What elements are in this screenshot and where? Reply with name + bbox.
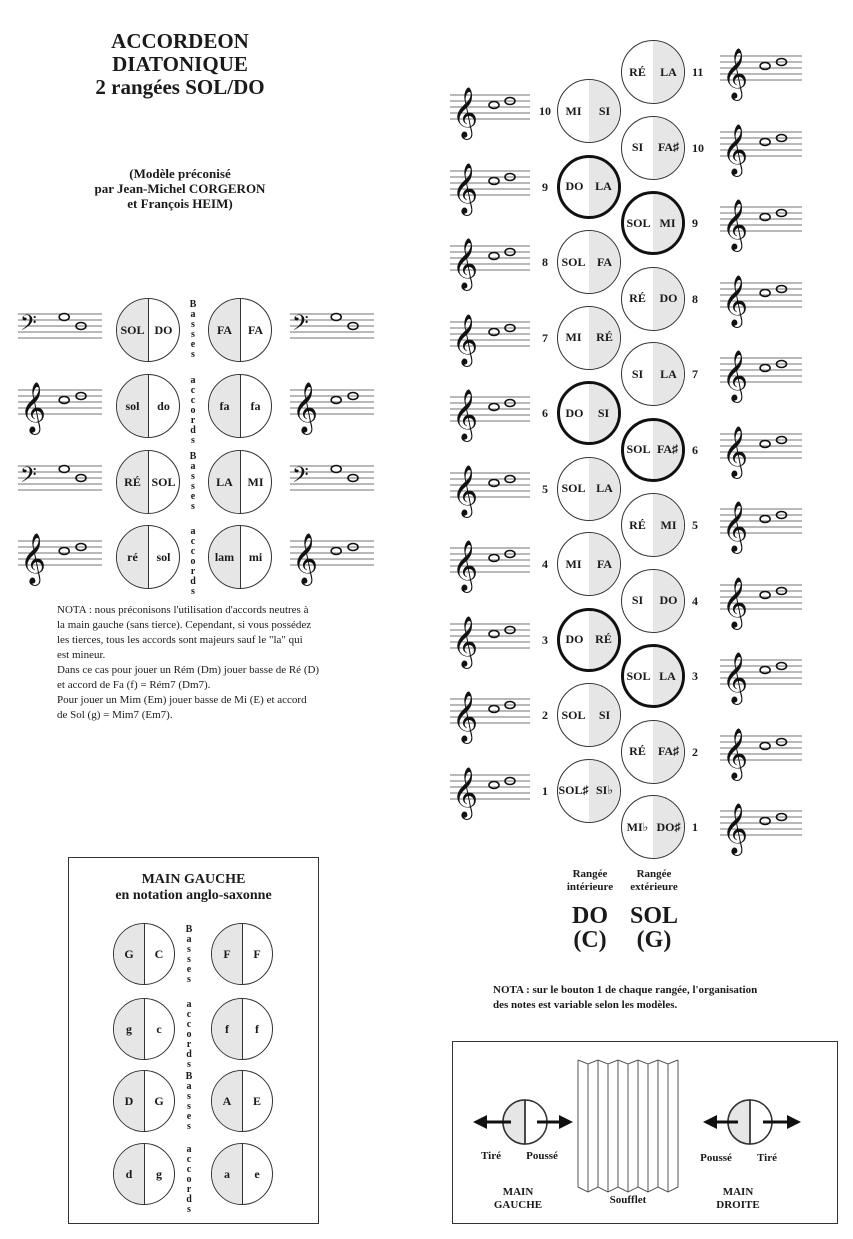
inner-staff-6 bbox=[450, 383, 530, 443]
bellows-icon bbox=[578, 1060, 678, 1192]
svg-text:𝄞: 𝄞 bbox=[722, 576, 749, 628]
inner-button-3-right-note: RÉ bbox=[589, 611, 618, 669]
svg-text:𝄞: 𝄞 bbox=[722, 727, 749, 779]
tire-right-label: Tiré bbox=[757, 1152, 777, 1164]
outer-row-number-7: 7 bbox=[692, 367, 698, 381]
left-row-2-button-b-left-note: fa bbox=[209, 375, 241, 437]
inner-button-8-right-note: FA bbox=[589, 231, 620, 293]
inner-button-3 bbox=[557, 608, 621, 672]
inner-staff-3 bbox=[450, 610, 530, 670]
outer-button-6-left-note: SOL bbox=[624, 421, 656, 479]
inner-button-5-left-note: SOL bbox=[558, 458, 590, 520]
outer-button-8-right-note: DO bbox=[653, 268, 684, 330]
mg-row-2-button-a bbox=[113, 998, 175, 1060]
mg-row-3-button-b-left-note: A bbox=[212, 1071, 243, 1131]
inner-staff-1 bbox=[450, 761, 530, 821]
svg-text:𝄞: 𝄞 bbox=[452, 540, 479, 591]
mg-row-4-button-a bbox=[113, 1143, 175, 1205]
inner-staff-10 bbox=[450, 81, 530, 141]
subtitle: (Modèle préconisé par Jean-Michel CORGERON et François HEIM) bbox=[94, 166, 266, 211]
inner-button-9-left-note: DO bbox=[560, 158, 592, 216]
inner-button-2-right-note: SI bbox=[589, 684, 620, 746]
mg-row-1-button-a bbox=[113, 923, 175, 985]
left-row-1-button-b-right-note: FA bbox=[247, 322, 264, 337]
inner-button-5 bbox=[557, 457, 621, 521]
staff-left-3 bbox=[18, 452, 102, 512]
svg-text:𝄞: 𝄞 bbox=[452, 766, 479, 818]
svg-text:𝄢: 𝄢 bbox=[20, 463, 37, 493]
outer-button-4-right-note: DO bbox=[653, 570, 684, 632]
svg-text:𝄞: 𝄞 bbox=[722, 501, 749, 552]
mg-row-3-button-b bbox=[211, 1070, 273, 1132]
soufflet-label: Soufflet bbox=[609, 1194, 647, 1206]
pousse-right-label: Poussé bbox=[700, 1152, 732, 1164]
svg-text:𝄞: 𝄞 bbox=[722, 350, 749, 401]
inner-button-10 bbox=[557, 79, 621, 143]
staff-right-2 bbox=[290, 376, 374, 436]
mg-row-1-button-b-left-note: F bbox=[212, 924, 243, 984]
mg-row-3-button-a-right-note: G bbox=[154, 1093, 164, 1108]
outer-button-7-right-note: LA bbox=[653, 343, 684, 405]
outer-button-2 bbox=[621, 720, 685, 784]
outer-button-3-left-note: SOL bbox=[624, 647, 656, 705]
mg-row-1-button-a-left-note: G bbox=[114, 924, 145, 984]
mg-row-3-button-a bbox=[113, 1070, 175, 1132]
inner-button-10-right-note: SI bbox=[589, 80, 620, 142]
outer-button-6 bbox=[621, 418, 685, 482]
inner-row-number-3: 3 bbox=[542, 632, 548, 647]
outer-button-7-left-note: SI bbox=[622, 343, 654, 405]
outer-button-5-right-note: MI bbox=[653, 494, 684, 556]
inner-button-6-left-note: DO bbox=[560, 384, 592, 442]
outer-staff-5 bbox=[720, 495, 802, 555]
inner-button-4-left-note: MI bbox=[558, 533, 590, 595]
inner-button-6 bbox=[557, 381, 621, 445]
inner-row-number-9: 9 bbox=[542, 179, 548, 194]
inner-button-8-left-note: SOL bbox=[558, 231, 590, 293]
svg-text:𝄞: 𝄞 bbox=[452, 87, 479, 138]
nota-left: NOTA : nous préconisons l'utilisation d'accords neutres à la main gauche (sans tierce). Cependant, si vous possédez les tierces, tous les accords sont majeurs sauf le "la" qui est mineur. Dans ce cas pour jouer un Rém (Dm) jouer basse de Ré (D) et accord de Fa (f) = Rém7 (Dm7). Pour jouer un Mim (Em) jouer basse de Mi (E) et accord de Sol (g) = Mim7 (Em7). bbox=[57, 604, 320, 721]
inner-row-number-8: 8 bbox=[542, 255, 548, 269]
outer-button-6-right-note: FA♯ bbox=[653, 421, 682, 479]
outer-button-3-right-note: LA bbox=[653, 647, 682, 705]
outer-staff-1 bbox=[720, 797, 802, 857]
svg-text:𝄞: 𝄞 bbox=[452, 162, 479, 214]
inner-button-8 bbox=[557, 230, 621, 294]
inner-staff-2 bbox=[450, 685, 530, 745]
staff-left-4 bbox=[18, 527, 102, 587]
outer-row-number-9: 9 bbox=[692, 216, 698, 230]
inner-row-number-6: 6 bbox=[542, 406, 548, 420]
mg-row-2-button-a-left-note: g bbox=[114, 999, 145, 1059]
inner-button-7-left-note: MI bbox=[558, 307, 590, 369]
outer-staff-4 bbox=[720, 571, 802, 631]
vertical-label-4: a c c o r d s bbox=[190, 526, 196, 597]
outer-row-number-2: 2 bbox=[692, 744, 698, 759]
outer-button-5 bbox=[621, 493, 685, 557]
outer-button-4 bbox=[621, 569, 685, 633]
outer-button-10-left-note: SI bbox=[622, 117, 654, 179]
mg-vertical-label-3: B a s s e s bbox=[185, 1071, 193, 1132]
inner-row-number-2: 2 bbox=[542, 708, 548, 722]
left-row-2-button-b-right-note: fa bbox=[250, 398, 261, 413]
inner-staff-7 bbox=[450, 308, 530, 368]
outer-button-7 bbox=[621, 342, 685, 406]
rangee-interieure: Rangée intérieure bbox=[566, 868, 614, 893]
svg-text:𝄞: 𝄞 bbox=[292, 382, 319, 433]
left-row-3-button-a bbox=[116, 450, 180, 514]
mg-vertical-label-1: B a s s e s bbox=[185, 924, 193, 985]
mg-row-4-button-a-right-note: g bbox=[156, 1166, 162, 1181]
left-row-3-button-a-left-note: RÉ bbox=[117, 451, 149, 513]
mg-row-3-button-a-left-note: D bbox=[114, 1071, 145, 1131]
outer-button-1 bbox=[621, 795, 685, 859]
svg-text:𝄞: 𝄞 bbox=[452, 389, 479, 440]
left-row-2-button-a bbox=[116, 374, 180, 438]
vertical-label-1: B a s s e s bbox=[189, 299, 197, 360]
mg-row-4-button-b-left-note: a bbox=[212, 1144, 243, 1204]
outer-button-10-right-note: FA♯ bbox=[653, 117, 684, 179]
mg-row-3-button-b-right-note: E bbox=[252, 1093, 261, 1108]
left-row-2-button-a-right-note: do bbox=[157, 398, 170, 413]
inner-staff-8 bbox=[450, 232, 530, 292]
inner-button-2 bbox=[557, 683, 621, 747]
svg-text:𝄞: 𝄞 bbox=[20, 533, 47, 584]
outer-staff-11 bbox=[720, 42, 802, 102]
left-row-4-button-b-left-note: lam bbox=[209, 526, 241, 588]
svg-text:𝄞: 𝄞 bbox=[722, 425, 749, 477]
left-row-1-button-a-left-note: SOL bbox=[117, 299, 149, 361]
svg-text:𝄢: 𝄢 bbox=[292, 463, 309, 493]
mg-row-2-button-b-right-note: f bbox=[255, 1021, 259, 1036]
inner-button-1-left-note: SOL♯ bbox=[558, 760, 590, 822]
outer-row-number-3: 3 bbox=[692, 669, 698, 683]
inner-button-1 bbox=[557, 759, 621, 823]
mg-row-1-button-b-right-note: F bbox=[253, 946, 261, 961]
staff-right-1 bbox=[290, 300, 374, 360]
outer-button-11-right-note: LA bbox=[653, 41, 684, 103]
outer-button-10 bbox=[621, 116, 685, 180]
mg-row-1-button-a-right-note: C bbox=[154, 946, 164, 961]
left-row-1-button-b bbox=[208, 298, 272, 362]
left-row-4-button-a-left-note: ré bbox=[117, 526, 149, 588]
outer-button-4-left-note: SI bbox=[622, 570, 654, 632]
left-row-2-button-b bbox=[208, 374, 272, 438]
outer-button-8-left-note: RÉ bbox=[622, 268, 654, 330]
inner-row-number-7: 7 bbox=[542, 330, 548, 345]
left-row-3-button-b-right-note: MI bbox=[247, 474, 264, 489]
inner-button-9-right-note: LA bbox=[589, 158, 618, 216]
staff-right-4 bbox=[290, 527, 374, 587]
outer-staff-7 bbox=[720, 344, 802, 404]
svg-text:𝄞: 𝄞 bbox=[452, 313, 479, 365]
inner-staff-4 bbox=[450, 534, 530, 594]
inner-button-1-right-note: SI♭ bbox=[589, 760, 620, 822]
staff-left-1 bbox=[18, 300, 102, 360]
inner-button-3-left-note: DO bbox=[560, 611, 592, 669]
inner-button-2-left-note: SOL bbox=[558, 684, 590, 746]
outer-button-9 bbox=[621, 191, 685, 255]
outer-staff-10 bbox=[720, 118, 802, 178]
left-row-4-button-b-right-note: mi bbox=[248, 549, 263, 564]
left-row-1-button-a bbox=[116, 298, 180, 362]
outer-button-8 bbox=[621, 267, 685, 331]
svg-text:𝄞: 𝄞 bbox=[722, 652, 749, 703]
outer-staff-2 bbox=[720, 722, 802, 782]
svg-text:𝄞: 𝄞 bbox=[722, 803, 749, 854]
main-droite-label: MAIN DROITE bbox=[716, 1186, 760, 1211]
left-row-3-button-b bbox=[208, 450, 272, 514]
outer-button-1-right-note: DO♯ bbox=[653, 796, 684, 858]
svg-text:𝄞: 𝄞 bbox=[452, 615, 479, 667]
page-title: ACCORDEON DIATONIQUE 2 rangées SOL/DO bbox=[95, 29, 265, 99]
bellows-diagram-box bbox=[452, 1041, 838, 1224]
outer-row-number-4: 4 bbox=[692, 593, 698, 608]
left-row-4-button-a bbox=[116, 525, 180, 589]
outer-staff-3 bbox=[720, 646, 802, 706]
rangee-exterieure: Rangée extérieure bbox=[630, 868, 678, 893]
left-row-3-button-a-right-note: SOL bbox=[151, 474, 176, 489]
svg-text:𝄞: 𝄞 bbox=[722, 48, 749, 99]
inner-button-4-right-note: FA bbox=[589, 533, 620, 595]
outer-button-3 bbox=[621, 644, 685, 708]
outer-staff-6 bbox=[720, 420, 802, 480]
inner-button-10-left-note: MI bbox=[558, 80, 590, 142]
mg-vertical-label-2: a c c o r d s bbox=[186, 999, 192, 1070]
inner-button-6-right-note: SI bbox=[589, 384, 618, 442]
svg-text:𝄞: 𝄞 bbox=[292, 533, 319, 584]
staff-left-2 bbox=[18, 376, 102, 436]
outer-row-number-1: 1 bbox=[692, 820, 698, 834]
svg-text:𝄞: 𝄞 bbox=[20, 382, 47, 433]
outer-button-11-left-note: RÉ bbox=[622, 41, 654, 103]
inner-button-4 bbox=[557, 532, 621, 596]
tire-left-label: Tiré bbox=[481, 1150, 501, 1162]
left-row-1-button-b-left-note: FA bbox=[209, 299, 241, 361]
mg-row-2-button-a-right-note: c bbox=[156, 1021, 162, 1036]
outer-button-1-left-note: MI♭ bbox=[622, 796, 654, 858]
left-row-2-button-a-left-note: sol bbox=[117, 375, 149, 437]
inner-row-number-4: 4 bbox=[542, 557, 548, 571]
inner-row-number-5: 5 bbox=[542, 481, 548, 496]
outer-button-2-right-note: FA♯ bbox=[653, 721, 684, 783]
outer-staff-9 bbox=[720, 193, 802, 253]
main-gauche-box: MAIN GAUCHE en notation anglo-saxonne G C B a s s e s F F g c a c c o r d s f f D G B a s s e s A E d g a c c o r d s a e bbox=[68, 857, 319, 1224]
inner-staff-5 bbox=[450, 459, 530, 519]
left-row-4-button-a-right-note: sol bbox=[156, 549, 171, 564]
inner-row-number-1: 1 bbox=[542, 783, 548, 798]
left-row-4-button-b bbox=[208, 525, 272, 589]
svg-text:𝄞: 𝄞 bbox=[722, 274, 749, 326]
svg-text:𝄞: 𝄞 bbox=[452, 691, 479, 742]
mg-row-4-button-a-left-note: d bbox=[114, 1144, 145, 1204]
outer-staff-8 bbox=[720, 269, 802, 329]
inner-button-5-right-note: LA bbox=[589, 458, 620, 520]
row-label-sol: SOL (G) bbox=[629, 903, 679, 953]
inner-row-number-10: 10 bbox=[539, 104, 551, 118]
outer-button-9-left-note: SOL bbox=[624, 194, 656, 252]
outer-row-number-5: 5 bbox=[692, 518, 698, 532]
svg-text:𝄞: 𝄞 bbox=[452, 238, 479, 289]
mg-row-1-button-b bbox=[211, 923, 273, 985]
left-row-3-button-b-left-note: LA bbox=[209, 451, 241, 513]
mg-row-4-button-b bbox=[211, 1143, 273, 1205]
inner-staff-9 bbox=[450, 157, 530, 217]
mg-vertical-label-4: a c c o r d s bbox=[186, 1144, 192, 1215]
row-label-do: DO (C) bbox=[572, 903, 608, 953]
outer-row-number-8: 8 bbox=[692, 291, 698, 306]
outer-row-number-10: 10 bbox=[692, 140, 704, 155]
staff-right-3 bbox=[290, 452, 374, 512]
outer-button-2-left-note: RÉ bbox=[622, 721, 654, 783]
mg-row-2-button-b bbox=[211, 998, 273, 1060]
svg-text:𝄞: 𝄞 bbox=[452, 464, 479, 516]
mg-row-2-button-b-left-note: f bbox=[212, 999, 243, 1059]
svg-text:𝄢: 𝄢 bbox=[20, 311, 37, 341]
inner-button-7-right-note: RÉ bbox=[589, 307, 620, 369]
inner-button-7 bbox=[557, 306, 621, 370]
svg-text:𝄢: 𝄢 bbox=[292, 311, 309, 341]
outer-row-number-6: 6 bbox=[692, 442, 698, 457]
main-gauche-label: MAIN GAUCHE bbox=[493, 1186, 543, 1211]
vertical-label-3: B a s s e s bbox=[189, 451, 197, 512]
nota-right: NOTA : sur le bouton 1 de chaque rangée, l'organisation des notes est variable selon les modèles. bbox=[493, 984, 758, 1011]
inner-button-9 bbox=[557, 155, 621, 219]
left-row-1-button-a-right-note: DO bbox=[154, 322, 173, 337]
outer-row-number-11: 11 bbox=[692, 65, 704, 79]
outer-button-11 bbox=[621, 40, 685, 104]
outer-button-9-right-note: MI bbox=[653, 194, 682, 252]
vertical-label-2: a c c o r d s bbox=[190, 375, 196, 446]
pousse-left-label: Poussé bbox=[526, 1150, 558, 1162]
outer-button-5-left-note: RÉ bbox=[622, 494, 654, 556]
svg-text:𝄞: 𝄞 bbox=[722, 199, 749, 250]
mg-row-4-button-b-right-note: e bbox=[254, 1166, 260, 1181]
svg-text:𝄞: 𝄞 bbox=[722, 123, 749, 175]
